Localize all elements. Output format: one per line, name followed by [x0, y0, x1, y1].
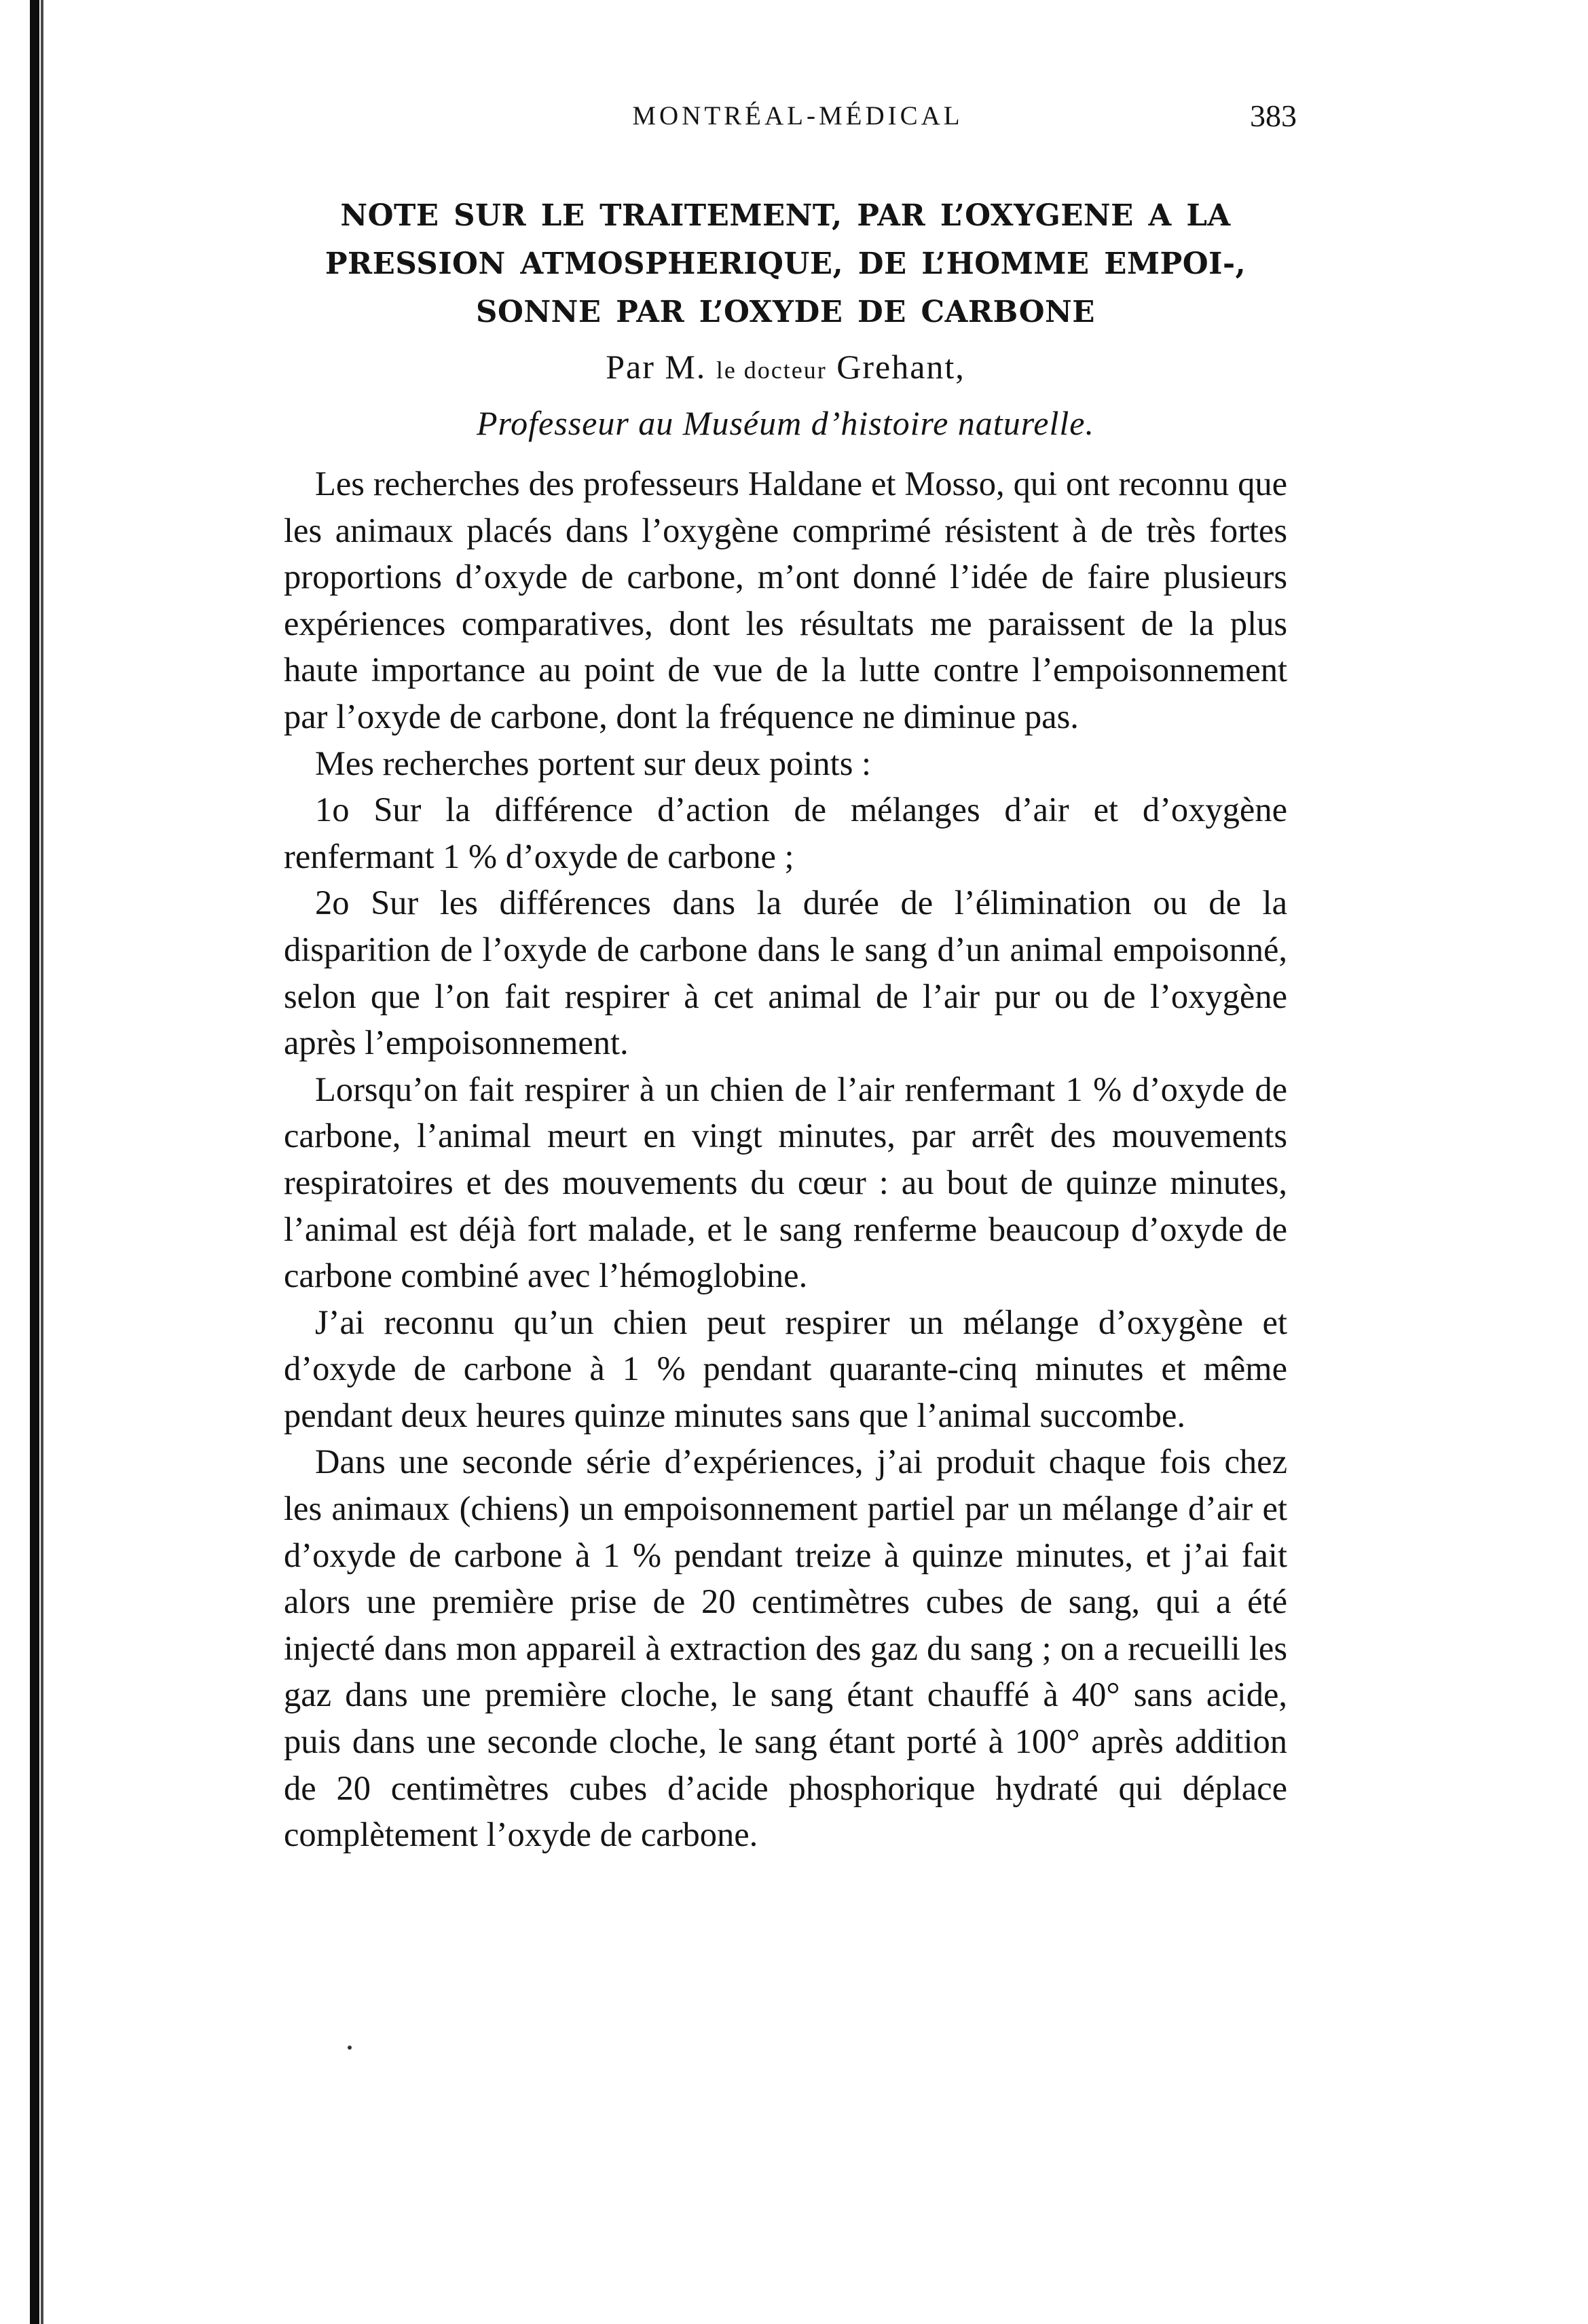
page-binding-shadow [41, 0, 43, 2324]
byline-prefix: Par M. [606, 348, 707, 386]
ink-speck [348, 2046, 352, 2050]
author-affiliation: Professeur au Muséum d’histoire naturelle. [477, 404, 1094, 442]
body-paragraph: Mes recherches portent sur deux points : [315, 744, 871, 782]
title-line: PRESSION ATMOSPHERIQUE, DE L’HOMME EMPOI-, [325, 247, 1247, 281]
body-paragraph: J’ai reconnu qu’un chien peut respirer un mélange d’oxygène et d’oxyde de carbone à 1 % pendant quarante-cinq minutes et même pendant deux heures quinze minutes sans que l’animal succombe. [284, 1303, 1287, 1434]
body-paragraph: Lorsqu’on fait respirer à un chien de l’air renfermant 1 % d’oxyde de carbone, l’animal meurt en vingt minutes, par arrêt des mouvements respiratoires et des mouvements du cœur : au bout de quinze minutes, l’animal est déjà fort malade, et le sang renferme beaucoup d’oxyde de carbone combiné avec l’hémoglobine. [284, 1070, 1287, 1295]
article-title [284, 192, 1287, 336]
article-body [284, 460, 1287, 1858]
body-paragraph: Dans une seconde série d’expériences, j’ai produit chaque fois chez les animaux (chiens) un empoisonnement partiel par un mélange d’air et d’oxyde de carbone à 1 % pendant treize à quinze minutes, et j’ai fait alors une première prise de 20 centimètres cubes de sang, qui a été injecté dans mon appareil à extraction des gaz du sang ; on a recueilli les gaz dans une première cloche, le sang étant chauffé à 40° sans acide, puis dans une seconde cloche, le sang étant porté à 100° après addition de 20 centimètres cubes d’acide phosphorique hydraté qui déplace complètement l’oxyde de carbone. [284, 1442, 1287, 1854]
page-binding-edge [30, 0, 39, 2324]
article [284, 192, 1287, 1858]
page-number: 383 [1250, 98, 1297, 133]
journal-name: MONTRÉAL-MÉDICAL [632, 101, 963, 130]
byline [284, 340, 1287, 397]
body-paragraph: 2o Sur les différences dans la durée de l’élimination ou de la disparition de l’oxyde de carbone dans le sang d’un animal empoisonné, selon que l’on fait respirer à cet animal de l’air pur ou de l’oxygène après l’empoisonnement. [284, 884, 1287, 1062]
author-name: Grehant, [836, 348, 965, 386]
byline-title: le docteur [716, 357, 827, 384]
body-paragraph: Les recherches des professeurs Haldane et Mosso, qui ont reconnu que les animaux placés dans l’oxygène comprimé résistent à de très fortes proportions d’oxyde de carbone, m’ont donné l’idée de faire plusieurs expériences comparatives, dont les résultats me paraissent de la plus haute importance au point de vue de la lutte contre l’empoisonnement par l’oxyde de carbone, dont la fréquence ne diminue pas. [284, 465, 1287, 736]
body-paragraph: 1o Sur la différence d’action de mélanges d’air et d’oxygène renfermant 1 % d’oxyde de carbone ; [284, 791, 1287, 875]
title-line: SONNE PAR L’OXYDE DE CARBONE [476, 295, 1095, 329]
title-line: NOTE SUR LE TRAITEMENT, PAR L’OXYGENE A LA [340, 198, 1231, 233]
running-head [299, 98, 1297, 155]
